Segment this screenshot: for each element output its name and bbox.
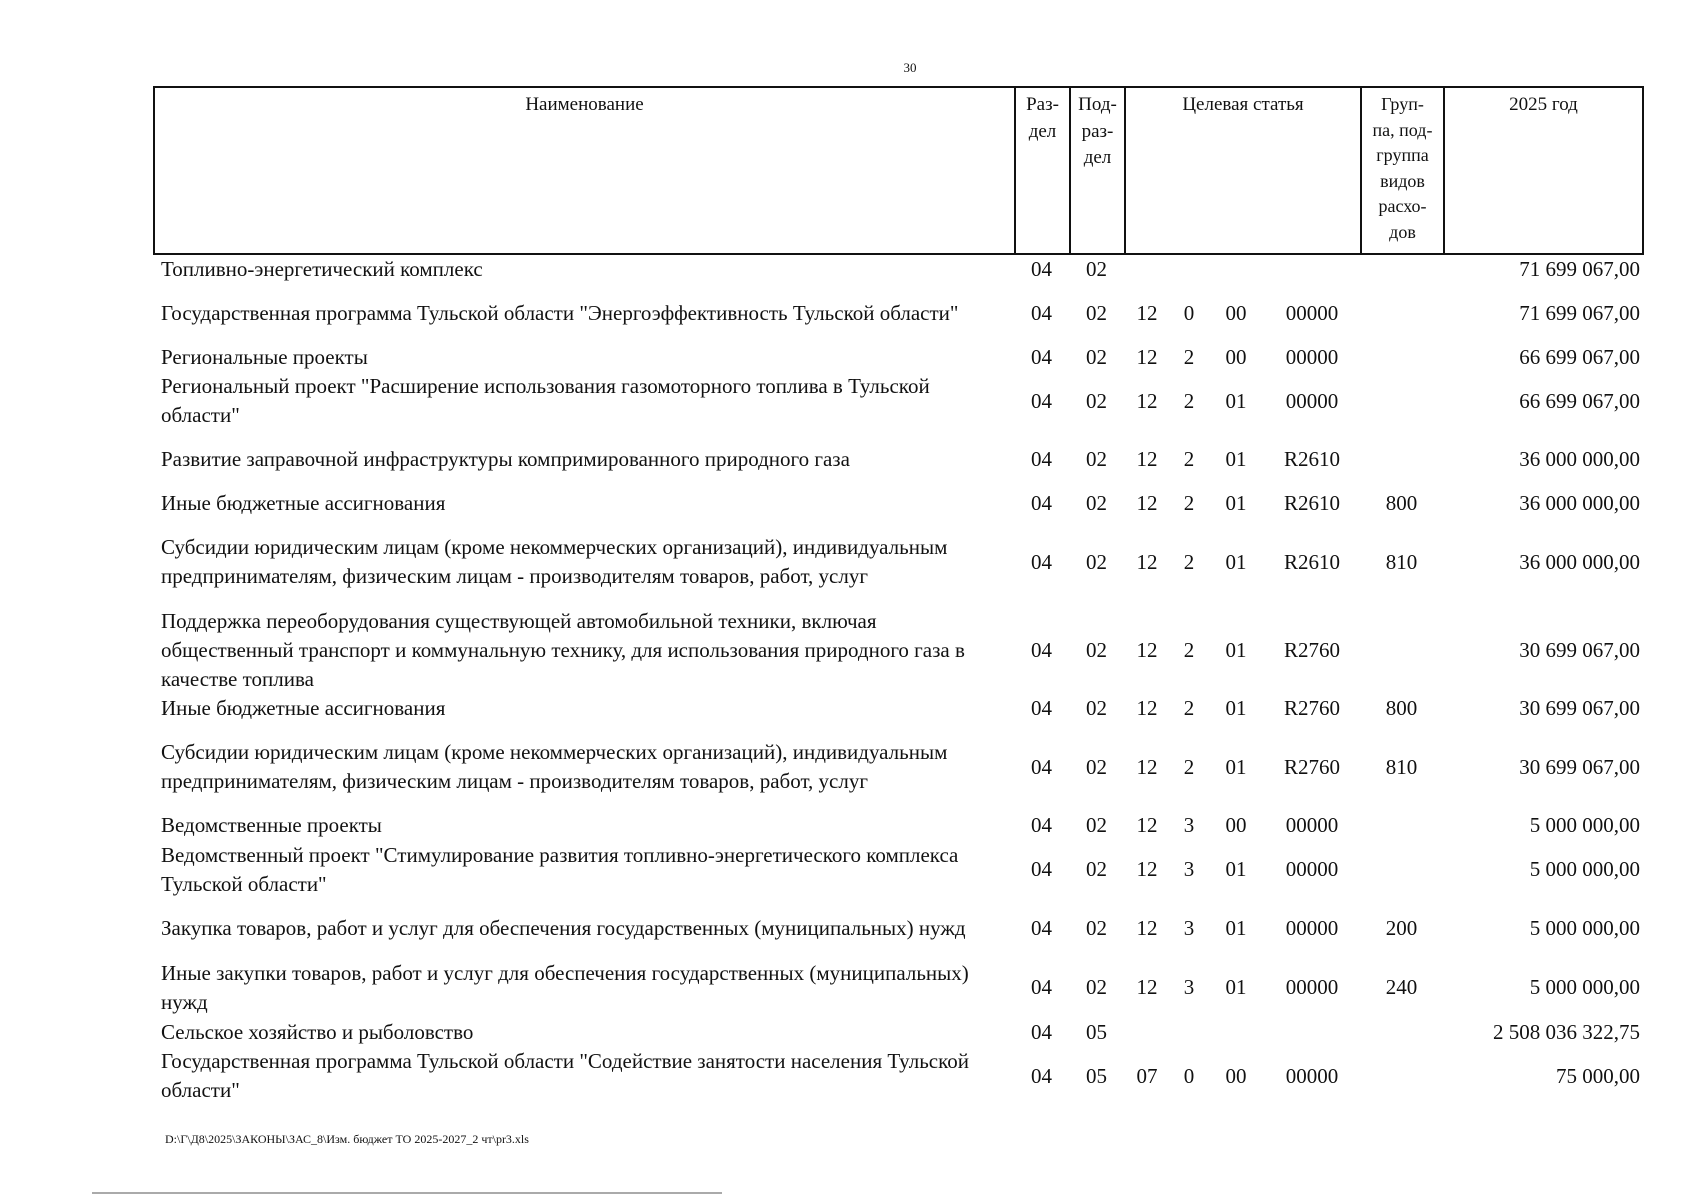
table-row <box>153 255 1644 284</box>
row-target-project: 01 <box>1225 754 1247 779</box>
row-target-type: 3 <box>1183 857 1195 881</box>
row-amount: 66 699 067,00 <box>1519 344 1640 369</box>
table-row <box>153 342 1644 372</box>
row-razdel: 04 <box>1031 300 1052 325</box>
row-razdel: 04 <box>1031 257 1052 281</box>
row-target-program: 12 <box>1136 857 1158 881</box>
row-target-type: 0 <box>1183 1063 1195 1088</box>
row-name: Государственная программа Тульской области "Энергоэффективность Тульской области" <box>161 300 959 325</box>
row-amount: 2 508 036 322,75 <box>1493 1019 1640 1044</box>
row-target-type: 2 <box>1183 637 1195 662</box>
row-name: Развитие заправочной инфраструктуры компримированного природного газа <box>161 446 850 471</box>
table-row <box>153 1047 1644 1105</box>
row-razdel: 04 <box>1031 813 1052 837</box>
table-row <box>153 372 1644 430</box>
table-row <box>153 899 1644 958</box>
row-target-type: 3 <box>1183 916 1195 940</box>
row-target-type: 0 <box>1183 300 1195 325</box>
table-row <box>153 430 1644 488</box>
table-row <box>153 488 1644 518</box>
row-target-program: 07 <box>1136 1063 1158 1088</box>
row-name: Региональный проект "Расширение использования газомоторного топлива в Тульской области" <box>161 374 930 427</box>
row-podrazdel: 02 <box>1086 300 1107 325</box>
row-target-program: 12 <box>1136 300 1158 325</box>
row-name: Ведомственный проект "Стимулирование развития топливно-энергетического комплекса Тульской области" <box>161 842 959 896</box>
row-podrazdel: 02 <box>1086 446 1107 471</box>
table-row <box>153 284 1644 342</box>
table-row <box>153 811 1644 840</box>
row-podrazdel: 02 <box>1086 344 1107 369</box>
row-name: Субсидии юридическим лицам (кроме некоммерческих организаций), индивидуальным предпринимателям, физическим лицам - производителям товаров, работ, услуг <box>161 740 948 793</box>
row-target-code: R2610 <box>1283 549 1340 574</box>
table-row <box>153 1017 1644 1047</box>
row-target-type: 2 <box>1183 754 1195 779</box>
row-amount: 71 699 067,00 <box>1519 300 1640 325</box>
row-podrazdel: 02 <box>1086 916 1107 940</box>
row-razdel: 04 <box>1031 1019 1052 1044</box>
row-podrazdel: 05 <box>1086 1063 1107 1088</box>
table-row <box>153 723 1644 811</box>
row-vid: 810 <box>1385 549 1418 574</box>
row-podrazdel: 02 <box>1086 696 1107 720</box>
file-path: D:\Г\Д8\2025\ЗАКОНЫ\ЗАС_8\Изм. бюджет ТО 2025-2027_2 чт\pr3.xls <box>165 1132 529 1146</box>
row-target-program: 12 <box>1136 754 1158 779</box>
row-name: Государственная программа Тульской области "Содействие занятости населения Тульской области" <box>161 1049 969 1102</box>
table-row <box>153 958 1644 1017</box>
row-target-type: 2 <box>1183 344 1195 369</box>
row-target-code: 00000 <box>1285 857 1339 881</box>
row-vid: 240 <box>1385 975 1418 999</box>
row-amount: 66 699 067,00 <box>1519 388 1640 413</box>
row-name: Закупка товаров, работ и услуг для обеспечения государственных (муниципальных) нужд <box>161 916 966 940</box>
row-vid: 200 <box>1385 916 1418 940</box>
row-amount: 5 000 000,00 <box>1529 813 1640 837</box>
row-target-code: R2610 <box>1283 446 1340 471</box>
row-amount: 30 699 067,00 <box>1519 637 1640 662</box>
row-razdel: 04 <box>1031 490 1052 515</box>
row-vid: 800 <box>1385 696 1418 720</box>
row-amount: 5 000 000,00 <box>1529 975 1640 999</box>
row-name: Топливно-энергетический комплекс <box>161 257 483 281</box>
row-target-project: 00 <box>1225 344 1247 369</box>
page-number: 30 <box>903 60 917 75</box>
row-podrazdel: 02 <box>1086 257 1107 281</box>
row-target-project: 01 <box>1225 549 1247 574</box>
row-target-project: 01 <box>1225 975 1247 999</box>
row-target-program: 12 <box>1136 344 1158 369</box>
row-amount: 36 000 000,00 <box>1519 446 1640 471</box>
table-row <box>153 606 1644 694</box>
row-target-project: 01 <box>1225 490 1247 515</box>
row-razdel: 04 <box>1031 344 1052 369</box>
row-target-type: 2 <box>1183 490 1195 515</box>
row-amount: 71 699 067,00 <box>1519 257 1640 281</box>
row-target-type: 2 <box>1183 446 1195 471</box>
row-target-program: 12 <box>1136 446 1158 471</box>
row-amount: 75 000,00 <box>1556 1063 1640 1088</box>
row-target-program: 12 <box>1136 975 1158 999</box>
row-target-program: 12 <box>1136 813 1158 837</box>
row-razdel: 04 <box>1031 916 1052 940</box>
row-target-type: 2 <box>1183 549 1195 574</box>
header-target: Целевая статья <box>1126 88 1362 253</box>
row-name: Поддержка переоборудования существующей автомобильной техники, включая общественный транспорт и коммунальную технику, для использования природного газа в качестве топлива <box>161 608 965 691</box>
row-target-program: 12 <box>1136 916 1158 940</box>
row-target-code: 00000 <box>1285 916 1339 940</box>
row-target-type: 2 <box>1183 388 1195 413</box>
row-podrazdel: 02 <box>1086 549 1107 574</box>
row-target-program: 12 <box>1136 490 1158 515</box>
row-target-program: 12 <box>1136 637 1158 662</box>
row-target-code: 00000 <box>1285 300 1339 325</box>
row-amount: 36 000 000,00 <box>1519 490 1640 515</box>
header-podrazdel: Под- раз- дел <box>1071 88 1126 253</box>
row-target-code: R2760 <box>1283 754 1340 779</box>
row-target-type: 3 <box>1183 813 1195 837</box>
row-name: Региональные проекты <box>161 344 368 369</box>
header-razdel: Раз- дел <box>1016 88 1071 253</box>
table-row <box>153 840 1644 899</box>
row-target-project: 01 <box>1225 857 1247 881</box>
row-name: Иные закупки товаров, работ и услуг для обеспечения государственных (муниципальных) нужд <box>161 960 969 1014</box>
row-podrazdel: 02 <box>1086 637 1107 662</box>
row-podrazdel: 05 <box>1086 1019 1107 1044</box>
row-name: Сельское хозяйство и рыболовство <box>161 1019 474 1044</box>
row-target-project: 01 <box>1225 916 1247 940</box>
table-header <box>153 86 1644 255</box>
row-target-program: 12 <box>1136 388 1158 413</box>
row-target-project: 01 <box>1225 446 1247 471</box>
row-target-type: 2 <box>1183 696 1195 720</box>
table-row <box>153 694 1644 723</box>
row-razdel: 04 <box>1031 696 1052 720</box>
header-year: 2025 год <box>1509 94 1578 115</box>
row-podrazdel: 02 <box>1086 975 1107 999</box>
row-target-project: 01 <box>1225 637 1247 662</box>
row-target-project: 00 <box>1225 1063 1247 1088</box>
row-target-project: 01 <box>1225 696 1247 720</box>
header-vid: Груп- па, под- группа видов расхо- дов <box>1362 88 1445 253</box>
row-razdel: 04 <box>1031 388 1052 413</box>
row-target-project: 01 <box>1225 388 1247 413</box>
row-razdel: 04 <box>1031 754 1052 779</box>
row-razdel: 04 <box>1031 549 1052 574</box>
row-name: Иные бюджетные ассигнования <box>161 696 446 720</box>
table-row <box>153 518 1644 606</box>
row-razdel: 04 <box>1031 446 1052 471</box>
row-target-project: 00 <box>1225 813 1247 837</box>
row-target-code: 00000 <box>1285 813 1339 837</box>
row-amount: 5 000 000,00 <box>1529 857 1640 881</box>
header-name: Наименование <box>155 88 1016 253</box>
row-target-code: 00000 <box>1285 975 1339 999</box>
row-podrazdel: 02 <box>1086 490 1107 515</box>
row-name: Ведомственные проекты <box>161 813 382 837</box>
row-target-code: R2610 <box>1283 490 1340 515</box>
row-amount: 36 000 000,00 <box>1519 549 1640 574</box>
row-razdel: 04 <box>1031 1063 1052 1088</box>
row-target-program: 12 <box>1136 696 1158 720</box>
row-vid: 810 <box>1385 754 1418 779</box>
bottom-rule <box>92 1192 722 1194</box>
row-podrazdel: 02 <box>1086 813 1107 837</box>
row-target-project: 00 <box>1225 300 1247 325</box>
row-target-code: 00000 <box>1285 344 1339 369</box>
row-amount: 5 000 000,00 <box>1529 916 1640 940</box>
row-name: Иные бюджетные ассигнования <box>161 490 446 515</box>
row-target-program: 12 <box>1136 549 1158 574</box>
row-amount: 30 699 067,00 <box>1519 754 1640 779</box>
row-podrazdel: 02 <box>1086 388 1107 413</box>
row-podrazdel: 02 <box>1086 754 1107 779</box>
row-amount: 30 699 067,00 <box>1519 696 1640 720</box>
row-target-code: 00000 <box>1285 1063 1339 1088</box>
row-target-type: 3 <box>1183 975 1195 999</box>
row-target-code: R2760 <box>1283 637 1340 662</box>
row-podrazdel: 02 <box>1086 857 1107 881</box>
table-body <box>153 255 1644 1105</box>
row-razdel: 04 <box>1031 975 1052 999</box>
row-target-code: 00000 <box>1285 388 1339 413</box>
row-name: Субсидии юридическим лицам (кроме некоммерческих организаций), индивидуальным предпринимателям, физическим лицам - производителям товаров, работ, услуг <box>161 535 948 588</box>
row-razdel: 04 <box>1031 637 1052 662</box>
row-target-code: R2760 <box>1283 696 1340 720</box>
row-vid: 800 <box>1385 490 1418 515</box>
row-razdel: 04 <box>1031 857 1052 881</box>
